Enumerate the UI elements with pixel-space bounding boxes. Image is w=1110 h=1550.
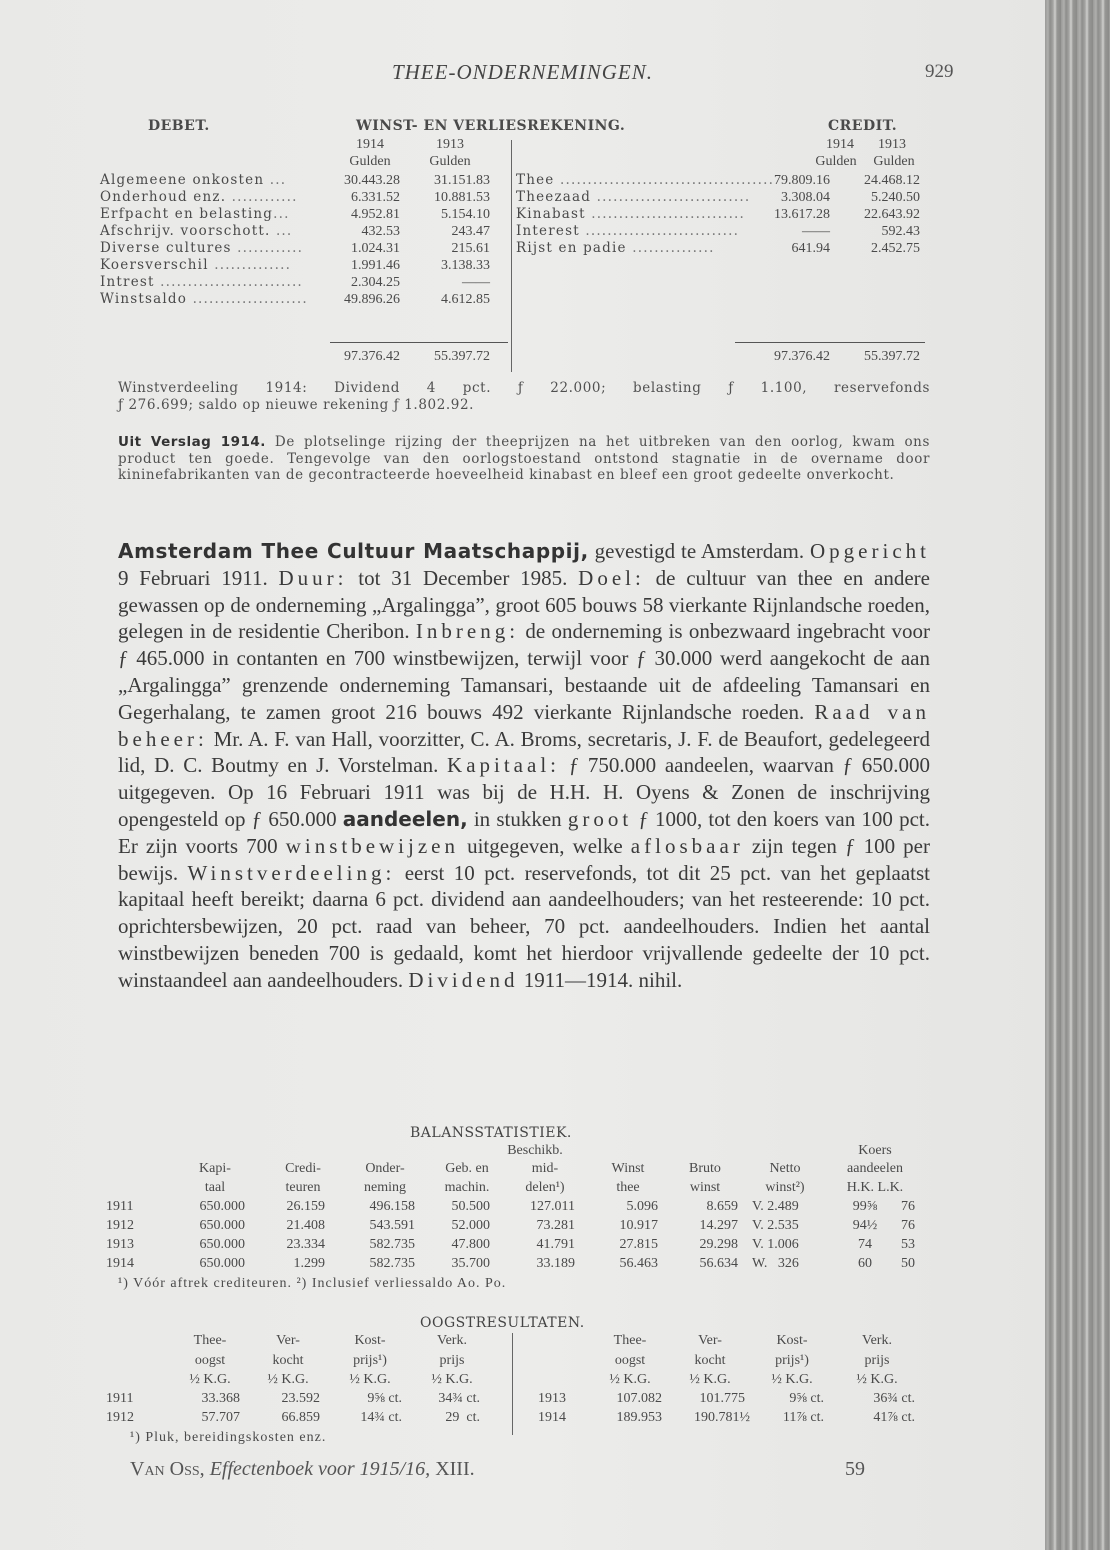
running-title: THEE-ONDERNEMINGEN. bbox=[391, 60, 654, 84]
profit-loss-account: DEBET. WINST- EN VERLIESREKENING. CREDIT. 1914 1913 Gulden Gulden 1914 1913 Gulden Gulden Algemeene onkosten ... 30.443.28 31.151.83 Onderhoud enz. ............ 6.331.52 10.881.53 Erfpacht en belasting... 4.952.81 5.154.10 Afschrijv. voorschott. ... 432.53 243.47 Diverse cultures ............ 1.024.31 215.61 Koersverschil .............. 1.991.46 3.138.33 Intrest .......................... 2.304.25 —— Winstsaldo ..................... 49.896.26 4.612.85 97.376.42 55.397.72 Thee ....................................... 79.809.16 24.468.12 Theezaad ............................ 3.308.04 5.240.50 Kinabast ............................ 13.617.28 22.643.92 Interest ............................ —— 592.43 Rijst en padie ............... 641.94 2.452.75 97.376.42 55.397.72 bbox=[0, 0, 1045, 380]
col-header-kapitaal: Kapi- bbox=[199, 1161, 231, 1176]
credit-year-1913: 1913 bbox=[878, 137, 906, 152]
company-description: Amsterdam Thee Cultuur Maatschappij, gevestigd te Amsterdam. Opgericht 9 Februari 1911. Duur: tot 31 December 1985. Doel: de cultuur van thee en andere gewassen op de onderneming „Argalingga”, groot 605 bouws 58 vierkante Rijnlandsche roeden, gelegen in de residentie Cheribon. Inbreng: de onderneming is onbezwaard ingebracht voor ƒ 465.000 in contanten en 700 winstbewijzen, terwijl voor ƒ 30.000 werd aangekocht de aan „Argalingga” grenzende onderneming Tamansari, bestaande uit de afdeeling Tamansari en Gegerhalang, te zamen groot 216 bouws 492 vierkante Rijnlandsche roeden. Raad van beheer: Mr. A. F. van Hall, voorzitter, C. A. Broms, secretaris, J. F. de Beaufort, gedelegeerd lid, D. C. Boutmy en J. Vorstelman. Kapitaal: ƒ 750.000 aandeelen, waarvan ƒ 650.000 uitgegeven. Op 16 Februari 1911 was bij de H.H. H. Oyens & Zonen de inschrijving opengesteld op ƒ 650.000 aandeelen, in stukken groot ƒ 1000, tot den koers van 100 pct. Er zijn voorts 700 winstbewijzen uitgegeven, welke aflosbaar zijn tegen ƒ 100 per bewijs. Winstverdeeling: eerst 10 pct. reservefonds, tot dit 25 pct. van het geplaatst kapitaal heeft bereikt; daarna 6 pct. dividend aan aandeelhouders; van het resteerende: 10 pct. oprichtersbewijzen, 20 pct. raad van beheer, 70 pct. aandeelhouders. Indien het aantal winstbewijzen beneden 700 is gedaald, komt het hierdoor vrijvallende gedeelte der 10 pct. winstaandeel aan aandeelhouders. Dividend 1911—1914. nihil. bbox=[118, 539, 931, 992]
col-header-onderneming: Onder- bbox=[365, 1161, 405, 1176]
debet-total-rule bbox=[330, 342, 508, 343]
annual-report-excerpt bbox=[118, 434, 930, 484]
label-winstverdeeling: Winstverdeeling: bbox=[187, 860, 396, 885]
label-winstbewijzen: winstbewijzen bbox=[285, 833, 459, 858]
column-divider bbox=[511, 140, 512, 372]
col-header-winst-thee: Winst bbox=[611, 1161, 645, 1176]
label-inbreng: Inbreng: bbox=[415, 619, 520, 644]
footer-book-title: Effectenboek voor 1915/16, bbox=[209, 1458, 431, 1480]
col-header-geb-machin: Geb. en bbox=[445, 1161, 489, 1176]
page-footer bbox=[130, 1458, 475, 1481]
credit-currency-1914: Gulden bbox=[815, 154, 857, 169]
harvest-divider bbox=[512, 1333, 513, 1435]
profit-loss-title: WINST- EN VERLIESREKENING. bbox=[356, 118, 626, 134]
debet-year-1914: 1914 bbox=[356, 137, 384, 152]
col-header-koers: aandeelen bbox=[847, 1161, 903, 1176]
book-page: THEE-ONDERNEMINGEN. 929 DEBET. WINST- EN VERLIESREKENING. CREDIT. 1914 1913 Gulden Gulden 1914 1913 Gulden Gulden Algemeene onkosten ... 30.443.28 31.151.83 Onderhoud enz. ............ 6.331.52 10.881.53 Erfpacht en belasting... 4.952.81 5.154.10 Afschrijv. voorschott. ... 432.53 243.47 Diverse cultures ............ 1.024.31 215.61 Koersverschil .............. 1.991.46 3.138.33 Intrest .......................... 2.304.25 —— Winstsaldo ..................... 49.896.26 4.612.85 97.376.42 55.397.72 Thee ....................................... 79.809.16 24.468.12 Theezaad ............................ 3.308.04 5.240.50 Kinabast ............................ 13.617.28 22.643.92 Interest ............................ —— 592.43 Rijst en padie ............... 641.94 2.452.75 97.376.42 55.397.72 Winstverdeeling 1914: Dividend 4 pct. ƒ 22.000; belasting ƒ 1.100, reservefonds ƒ 276.699; saldo op nieuwe rekening ƒ 1.802.92. Uit Verslag 1914. De plotselinge rijzing der theeprijzen na het uitbreken van den oorlog, kwam ons product ten goede. Tengevolge van den oorlogstoestand ontstond stagnatie in de overname door kininefabrikanten van de gecontracteerde hoeveelheid kinabast en bleef een groot gedeelte onverkocht. Amsterdam Thee Cultuur Maatschappij, gevestigd te Amsterdam. Opgericht 9 Februari 1911. Duur: tot 31 December 1985. Doel: de cultuur van thee en andere gewassen op de onderneming „Argalingga”, groot 605 bouws 58 vierkante Rijnlandsche roeden, gelegen in de residentie Cheribon. Inbreng: de onderneming is onbezwaard ingebracht voor ƒ 465.000 in contanten en 700 winstbewijzen, terwijl voor ƒ 30.000 werd aangekocht de aan „Argalingga” grenzende onderneming Tamansari, bestaande uit de afdeeling Tamansari en Gegerhalang, te zamen groot 216 bouws 492 vierkante Rijnlandsche roeden. Raad van beheer: Mr. A. F. van Hall, voorzitter, C. A. Broms, secretaris, J. F. de Beaufort, gedelegeerd lid, D. C. Boutmy en J. Vorstelman. Kapitaal: ƒ 750.000 aandeelen, waarvan ƒ 650.000 uitgegeven. Op 16 Februari 1911 was bij de H.H. H. Oyens & Zonen de inschrijving opengesteld op ƒ 650.000 aandeelen, in stukken groot ƒ 1000, tot den koers van 100 pct. Er zijn voorts 700 winstbewijzen uitgegeven, welke aflosbaar zijn tegen ƒ 100 per bewijs. Winstverdeeling: eerst 10 pct. reservefonds, tot dit 25 pct. van het geplaatst kapitaal heeft bereikt; daarna 6 pct. dividend aan aandeelhouders; van het resteerende: 10 pct. oprichtersbewijzen, 20 pct. raad van beheer, 70 pct. aandeelhouders. Indien het aantal winstbewijzen beneden 700 is gedaald, komt het hierdoor vrijvallende gedeelte der 10 pct. winstaandeel aan aandeelhouders. Dividend 1911—1914. nihil. BALANSSTATISTIEK. Beschikb. Koers Kapi- Credi- Onder- Geb. en mid- Winst Bruto Netto aandeelen taal teuren neming machin. delen¹) thee winst winst²) H.K. L.K. 1911 650.000 26.159 496.158 50.500 127.011 5.096 8.659 V. 2.489 99⅝ 76 1912 650.000 21.408 543.591 52.000 73.281 10.917 14.297 V. 2.535 94½ 76 1913 650.000 23.334 582.735 47.800 41.791 27.815 29.298 V. 1.006 74 53 1914 650.000 1.299 582.735 35.700 33.189 56.463 56.634 W. 326 60 50 ¹) Vóór aftrek crediteuren. ²) Inclusief verliessaldo Ao. Po. OOGSTRESULTATEN. Thee- Ver- Kost- Verk. oogst kocht prijs¹) prijs ½ K.G. ½ K.G. ½ K.G. ½ K.G. Thee- Ver- Kost- Verk. oogst kocht prijs¹) prijs ½ K.G. ½ K.G. ½ K.G. ½ K.G. 1911 33.368 23.592 9⅝ ct. 34¾ ct. 1912 57.707 66.859 14¾ ct. 29 ct. 1913 107.082 101.775 9⅝ ct. 36¾ ct. 1914 189.953 190.781½ 11⅞ ct. 41⅞ ct. ¹) Pluk, bereidingskosten enz. Van Oss, Effectenboek voor 1915/16, XIII. 59 bbox=[0, 0, 1045, 1550]
col-header-middelen: mid- bbox=[531, 1161, 559, 1176]
label-aflosbaar: aflosbaar bbox=[630, 833, 744, 858]
label-duur: Duur: bbox=[278, 565, 348, 590]
label-dividend: Dividend bbox=[408, 967, 519, 992]
label-kapitaal: Kapitaal: bbox=[447, 753, 560, 778]
credit-year-1914: 1914 bbox=[826, 137, 854, 152]
debet-year-1913: 1913 bbox=[436, 137, 464, 152]
balance-footnote: ¹) Vóór aftrek crediteuren. ²) Inclusief verliessaldo Ao. Po. bbox=[118, 1276, 507, 1291]
col-header-bruto-winst: Bruto bbox=[689, 1161, 721, 1176]
credit-label: CREDIT. bbox=[828, 118, 898, 134]
debet-label: DEBET. bbox=[148, 118, 210, 134]
balance-statistics-title: BALANSSTATISTIEK. bbox=[410, 1125, 572, 1141]
harvest-footnote: ¹) Pluk, bereidingskosten enz. bbox=[130, 1430, 327, 1445]
page-number-bottom: 59 bbox=[845, 1458, 865, 1480]
label-doel: Doel: bbox=[578, 565, 645, 590]
debet-currency-1913: Gulden bbox=[429, 154, 471, 169]
profit-distribution: Winstverdeeling 1914: Dividend 4 pct. ƒ 22.000; belasting ƒ 1.100, reservefonds ƒ 276.699; saldo op nieuwe rekening ƒ 1.802.92. bbox=[118, 380, 930, 413]
label-aandeelen: aandeelen, bbox=[342, 806, 468, 831]
footer-author: Van Oss, bbox=[130, 1458, 205, 1480]
page-number-top: 929 bbox=[925, 61, 954, 82]
company-name: Amsterdam Thee Cultuur Maatschappij, bbox=[118, 539, 589, 563]
report-text: De plotselinge rijzing der theeprijzen na het uitbreken van den oorlog, kwam ons product ten goede. Tengevolge van den oorlogstoestand ontstond stagnatie in de overname door kininefabrikanten van de gecontracteerde hoeveelheid kinabast en bleef een groot gedeelte onverkocht. bbox=[118, 434, 930, 483]
credit-total-rule bbox=[735, 342, 925, 343]
harvest-results-title: OOGSTRESULTATEN. bbox=[420, 1315, 585, 1331]
label-raad-van-beheer: Raad van beheer: bbox=[118, 699, 930, 751]
label-opgericht: Opgericht bbox=[810, 539, 930, 563]
col-header-netto-winst: Netto bbox=[769, 1161, 801, 1176]
footer-volume: XIII. bbox=[430, 1458, 475, 1480]
credit-currency-1913: Gulden bbox=[873, 154, 915, 169]
col-header-crediteuren: Credi- bbox=[285, 1161, 321, 1176]
debet-currency-1914: Gulden bbox=[349, 154, 391, 169]
label-groot: groot bbox=[567, 806, 633, 831]
report-lead: Uit Verslag 1914. bbox=[118, 434, 266, 450]
book-gutter bbox=[1045, 0, 1110, 1550]
